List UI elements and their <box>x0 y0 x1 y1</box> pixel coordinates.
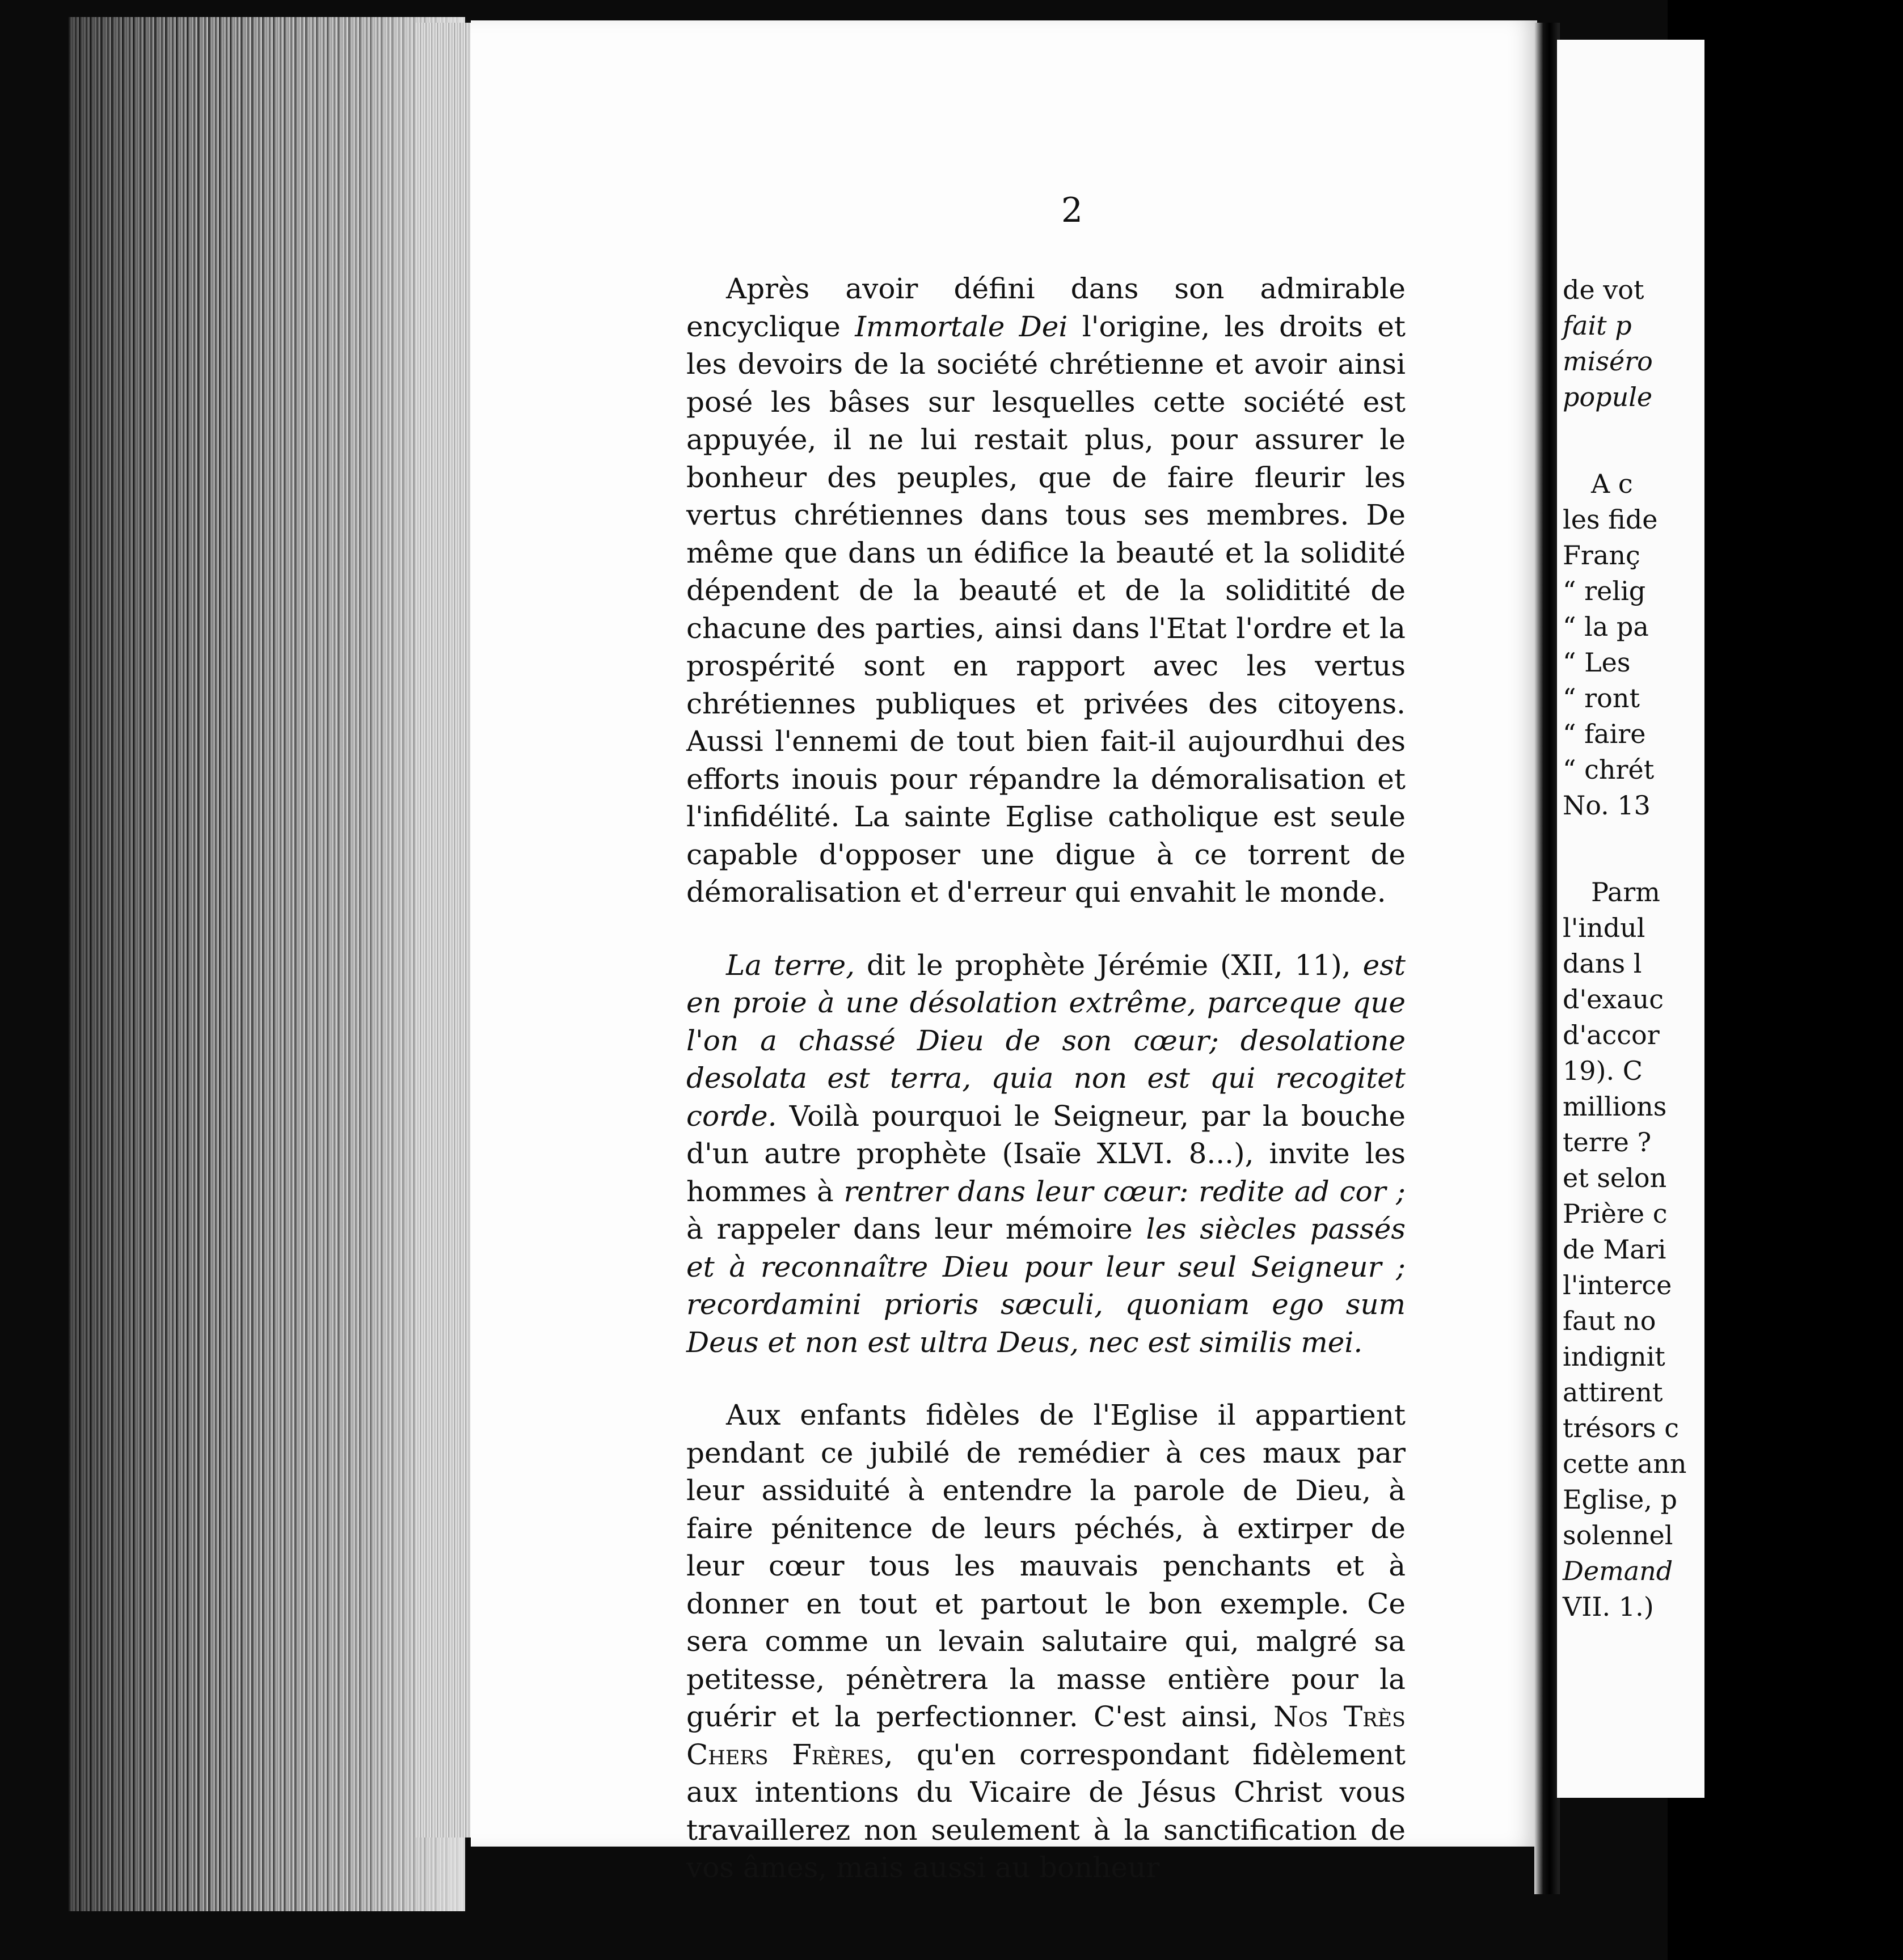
right-page-line: “ Les <box>1563 647 1631 678</box>
right-page-line: Franç <box>1563 540 1640 571</box>
right-page-line: Prière c <box>1563 1198 1668 1229</box>
text-run: dit le prophète Jérémie (XII, 11), <box>854 948 1363 982</box>
text-run: Voilà pourquoi le Seigneur, par la bouche d'un autre prophète (Isaïe XLVI. 8...), invite les hommes à <box>686 1099 1406 1208</box>
right-page-line: de Mari <box>1563 1234 1666 1265</box>
right-page-line: indignit <box>1563 1341 1665 1372</box>
italic-text-run: rentrer dans leur cœur: redite ad cor ; <box>843 1175 1406 1208</box>
text-run: à rappeler dans leur mémoire <box>686 1213 1146 1245</box>
left-page <box>471 20 1537 1884</box>
right-page-line: “ chrét <box>1563 754 1655 785</box>
paragraph <box>686 947 1406 1362</box>
paragraph <box>686 270 1406 911</box>
right-page-line: cette ann <box>1563 1448 1687 1479</box>
right-page-line: solennel <box>1563 1520 1673 1551</box>
right-page-line: “ ront <box>1563 683 1640 713</box>
text-run: l'origine, les droits et les devoirs de la société chrétienne et avoir ainsi posé les bâses sur lesquelles cette société est appuyée, il ne lui restait plus, pour assurer le bonheur des peuples, que de faire fleurir les vertus chrétiennes dans tous ses membres. De même que dans un édifice la beauté et la solidité dépendent de la beauté et de la soliditité de chacune des parties, ainsi dans l'Etat l'ordre et la prospérité sont en rapport avec les vertus chrétiennes publiques et privées des citoyens. Aussi l'ennemi de tout bien fait-il aujourdhui des efforts inouis pour répandre la démoralisation et l'infidélité. La sainte Eglise catholique est seule capable d'opposer une digue à ce torrent de démoralisation et d'erreur qui envahit le monde. <box>686 310 1406 909</box>
right-page-line: “ la pa <box>1563 611 1649 642</box>
right-page-text <box>1563 272 1903 1625</box>
right-page-line: miséro <box>1563 346 1653 377</box>
text-run: , qu'en correspondant fidèlement aux intentions du Vicaire de Jésus Christ vous travaillerez non seulement à la sanctification de vos âmes, mais aussi au bonheur <box>686 1738 1406 1884</box>
paragraph <box>686 1396 1406 1887</box>
right-page-line: popule <box>1563 382 1653 412</box>
page-body-text <box>686 270 1406 1922</box>
right-page-line: “ faire <box>1563 719 1646 749</box>
right-page-line: les fide <box>1563 504 1658 535</box>
right-page <box>1557 40 1704 1798</box>
right-page-line: fait p <box>1563 310 1632 341</box>
right-page-line: 19). C <box>1563 1055 1643 1086</box>
right-page-line: terre ? <box>1563 1127 1652 1158</box>
italic-text-run: Immortale Dei <box>855 310 1068 343</box>
page-fore-edge <box>414 23 471 1838</box>
italic-text-run: est en proie à une désolation extrême, parceque que l'on a chassé Dieu de son cœur; desolatione desolata est terra, quia non est qui recogitet corde. <box>686 948 1406 1133</box>
text-run: Après avoir défini dans son admirable encyclique <box>686 272 1406 343</box>
smallcaps-text-run: Nos Très Chers Frères <box>686 1700 1406 1771</box>
right-page-line: “ relig <box>1563 576 1646 606</box>
right-page-line: Parm <box>1591 877 1660 907</box>
paragraph-gap <box>1563 415 1903 466</box>
right-page-line: trésors c <box>1563 1413 1679 1443</box>
right-page-line: Eglise, p <box>1563 1484 1677 1515</box>
right-page-line: faut no <box>1563 1306 1656 1336</box>
italic-text-run: La terre, <box>726 948 855 982</box>
right-page-line: Demand <box>1563 1556 1673 1586</box>
right-page-line: A c <box>1591 468 1633 499</box>
book-gutter <box>1534 23 1560 1894</box>
right-page-line: d'exauc <box>1563 984 1664 1015</box>
right-page-line: attirent <box>1563 1377 1663 1408</box>
text-run: Aux enfants fidèles de l'Eglise il appartient pendant ce jubilé de remédier à ces maux par leur assiduité à entendre la parole de Dieu, à faire pénitence de leurs péchés, à extirper de leur cœur tous les mauvais penchants et à donner en tout et partout le bon exemple. Ce sera comme un levain salutaire qui, malgré sa petitesse, pénètrera la masse entière pour la guérir et la perfectionner. C'est ainsi, <box>686 1399 1406 1733</box>
page-number: 2 <box>1061 191 1083 230</box>
right-page-line: dans l <box>1563 948 1642 979</box>
right-page-line: et selon <box>1563 1163 1667 1193</box>
italic-text-run: les siècles passés et à reconnaître Dieu pour leur seul Seigneur ; recordamini prioris sæculi, quoniam ego sum Deus et non est ultra Deus, nec est similis mei. <box>686 1213 1406 1359</box>
right-page-line: VII. 1.) <box>1563 1591 1654 1622</box>
right-page-line: No. 13 <box>1563 790 1651 821</box>
paragraph-gap <box>1563 823 1903 875</box>
right-page-line: l'interce <box>1563 1270 1672 1300</box>
page-stack-edge <box>68 17 465 1911</box>
right-page-line: millions <box>1563 1091 1667 1122</box>
right-page-line: l'indul <box>1563 913 1645 943</box>
right-page-line: de vot <box>1563 274 1644 305</box>
right-page-line: d'accor <box>1563 1020 1660 1050</box>
